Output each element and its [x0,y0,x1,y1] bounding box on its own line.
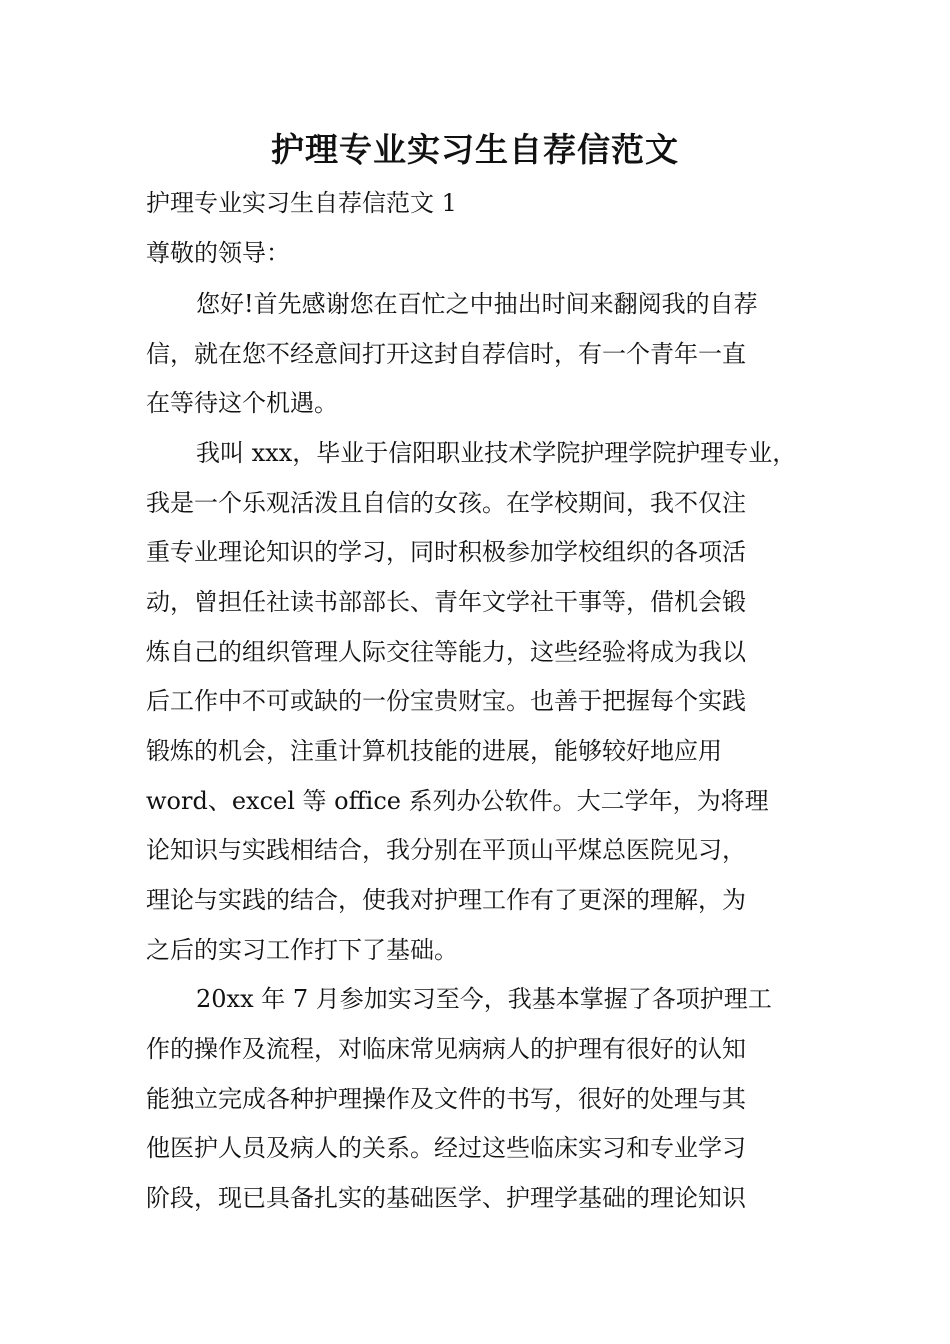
paragraph-line: 阶段，现已具备扎实的基础医学、护理学基础的理论知识 [146,1184,746,1212]
paragraph-line: 之后的实习工作打下了基础。 [146,936,458,964]
paragraph-line: 后工作中不可或缺的一份宝贵财宝。也善于把握每个实践 [146,687,746,715]
document-subtitle: 护理专业实习生自荐信范文 1 [146,189,457,217]
salutation: 尊敬的领导： [146,239,290,267]
paragraph-line: word、excel 等 office 系列办公软件。大二学年，为将理 [146,787,769,815]
paragraph-line: 动，曾担任社读书部部长、青年文学社干事等，借机会锻 [146,588,746,616]
paragraph-line: 重专业理论知识的学习，同时积极参加学校组织的各项活 [146,538,746,566]
paragraph-line: 信，就在您不经意间打开这封自荐信时，有一个青年一直 [146,340,746,368]
paragraph-line: 他医护人员及病人的关系。经过这些临床实习和专业学习 [146,1134,746,1162]
paragraph-line: 锻炼的机会，注重计算机技能的进展，能够较好地应用 [146,737,722,765]
paragraph-line: 作的操作及流程，对临床常见病病人的护理有很好的认知 [146,1035,746,1063]
paragraph-line: 炼自己的组织管理人际交往等能力，这些经验将成为我以 [146,638,746,666]
paragraph-line: 您好!首先感谢您在百忙之中抽出时间来翻阅我的自荐 [196,290,758,318]
paragraph-line: 我叫 xxx，毕业于信阳职业技术学院护理学院护理专业， [196,439,797,467]
paragraph-line: 论知识与实践相结合，我分别在平顶山平煤总医院见习， [146,836,746,864]
paragraph-line: 理论与实践的结合，使我对护理工作有了更深的理解，为 [146,886,746,914]
paragraph-line: 能独立完成各种护理操作及文件的书写，很好的处理与其 [146,1085,746,1113]
paragraph-line: 20xx 年 7 月参加实习至今，我基本掌握了各项护理工 [196,985,772,1013]
paragraph-line: 在等待这个机遇。 [146,389,338,417]
paragraph-line: 我是一个乐观活泼且自信的女孩。在学校期间，我不仅注 [146,489,746,517]
document-title: 护理专业实习生自荐信范文 [271,130,679,169]
